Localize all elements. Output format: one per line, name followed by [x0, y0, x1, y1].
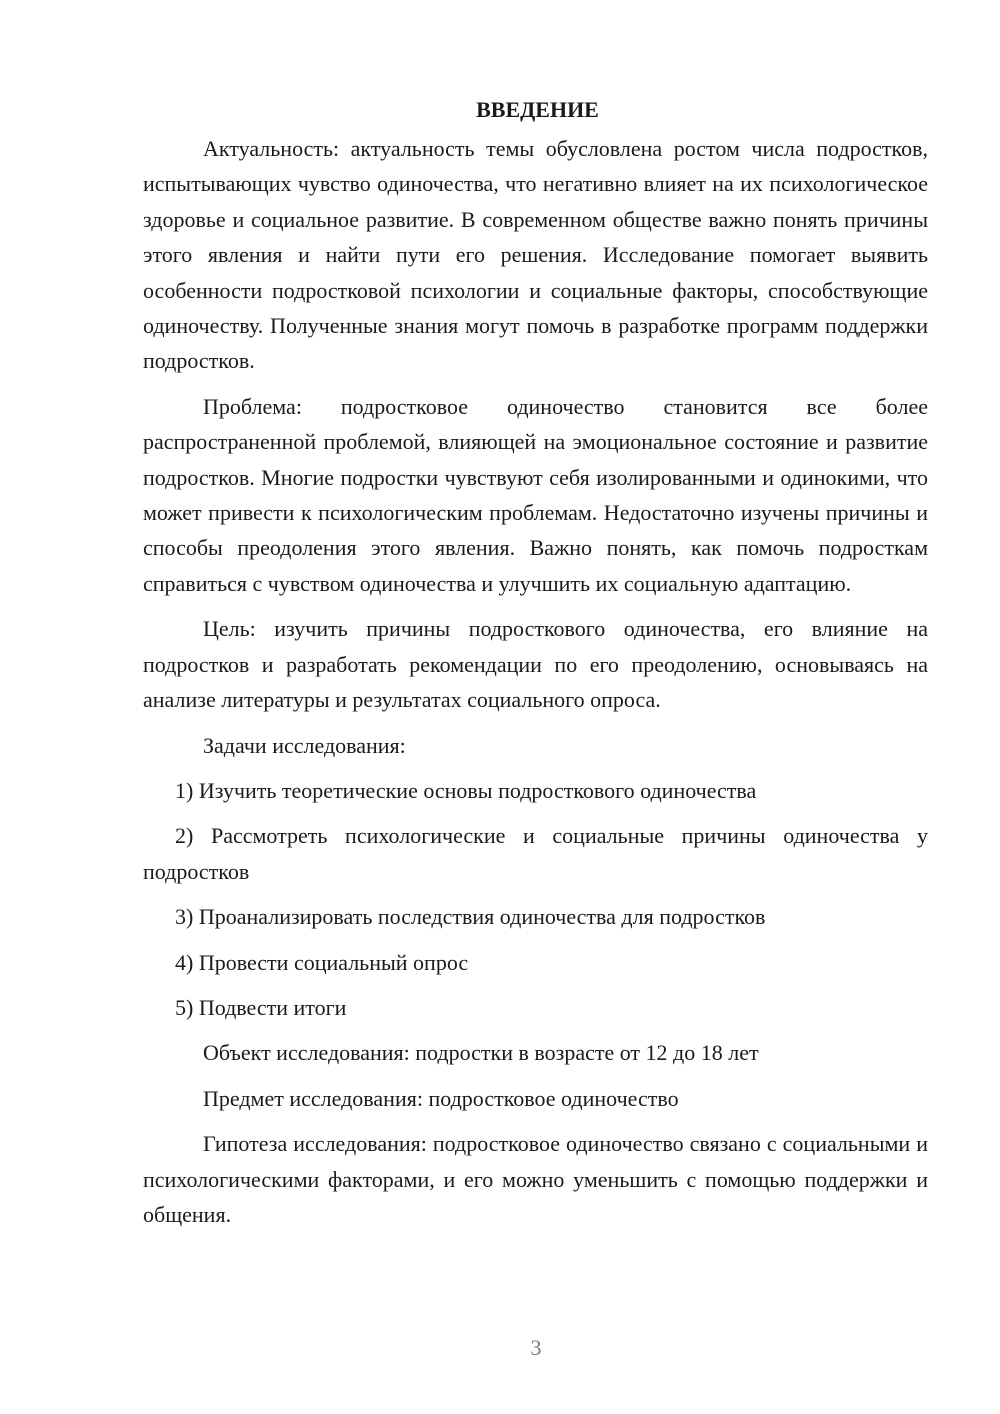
- hypothesis-paragraph: Гипотеза исследования: подростковое одиночество связано с социальными и психологическими факторами, и его можно уменьшить с помощью поддержки и общения.: [143, 1131, 928, 1227]
- task-item: 1) Изучить теоретические основы подросткового одиночества: [175, 777, 757, 803]
- problem-paragraph: Проблема: подростковое одиночество становится все более распространенной проблемой, влияющей на эмоциональное состояние и развитие подростков. Многие подростки чувствуют себя изолированными и одинокими, что может привести к психологическим проблемам. Недостаточно изучены причины и способы преодоления этого явления. Важно понять, как помочь подросткам справиться с чувством одиночества и улучшить их социальную адаптацию.: [143, 393, 928, 596]
- tasks-heading: Задачи исследования:: [203, 732, 406, 758]
- task-item: 5) Подвести итоги: [175, 994, 347, 1020]
- task-item: 3) Проанализировать последствия одиночества для подростков: [175, 904, 766, 930]
- page-title: ВВЕДЕНИЕ: [476, 97, 599, 122]
- relevance-paragraph: Актуальность: актуальность темы обусловлена ростом числа подростков, испытывающих чувство одиночества, что негативно влияет на их психологическое здоровье и социальное развитие. В современном обществе важно понять причины этого явления и найти пути его решения. Исследование помогает выявить особенности подростковой психологии и социальные факторы, способствующие одиночеству. Полученные знания могут помочь в разработке программ поддержки подростков.: [143, 136, 928, 374]
- goal-paragraph: Цель: изучить причины подросткового одиночества, его влияние на подростков и разработать рекомендации по его преодолению, основываясь на анализе литературы и результатах социального опроса.: [143, 616, 928, 713]
- page-number: 3: [530, 1335, 542, 1360]
- research-object: Объект исследования: подростки в возрасте от 12 до 18 лет: [203, 1040, 759, 1066]
- research-subject: Предмет исследования: подростковое одиночество: [203, 1085, 679, 1111]
- task-item: 4) Провести социальный опрос: [175, 949, 469, 975]
- task-item: 2) Рассмотреть психологические и социальные причины одиночества у подростков: [143, 823, 928, 884]
- document-page: [143, 92, 928, 1242]
